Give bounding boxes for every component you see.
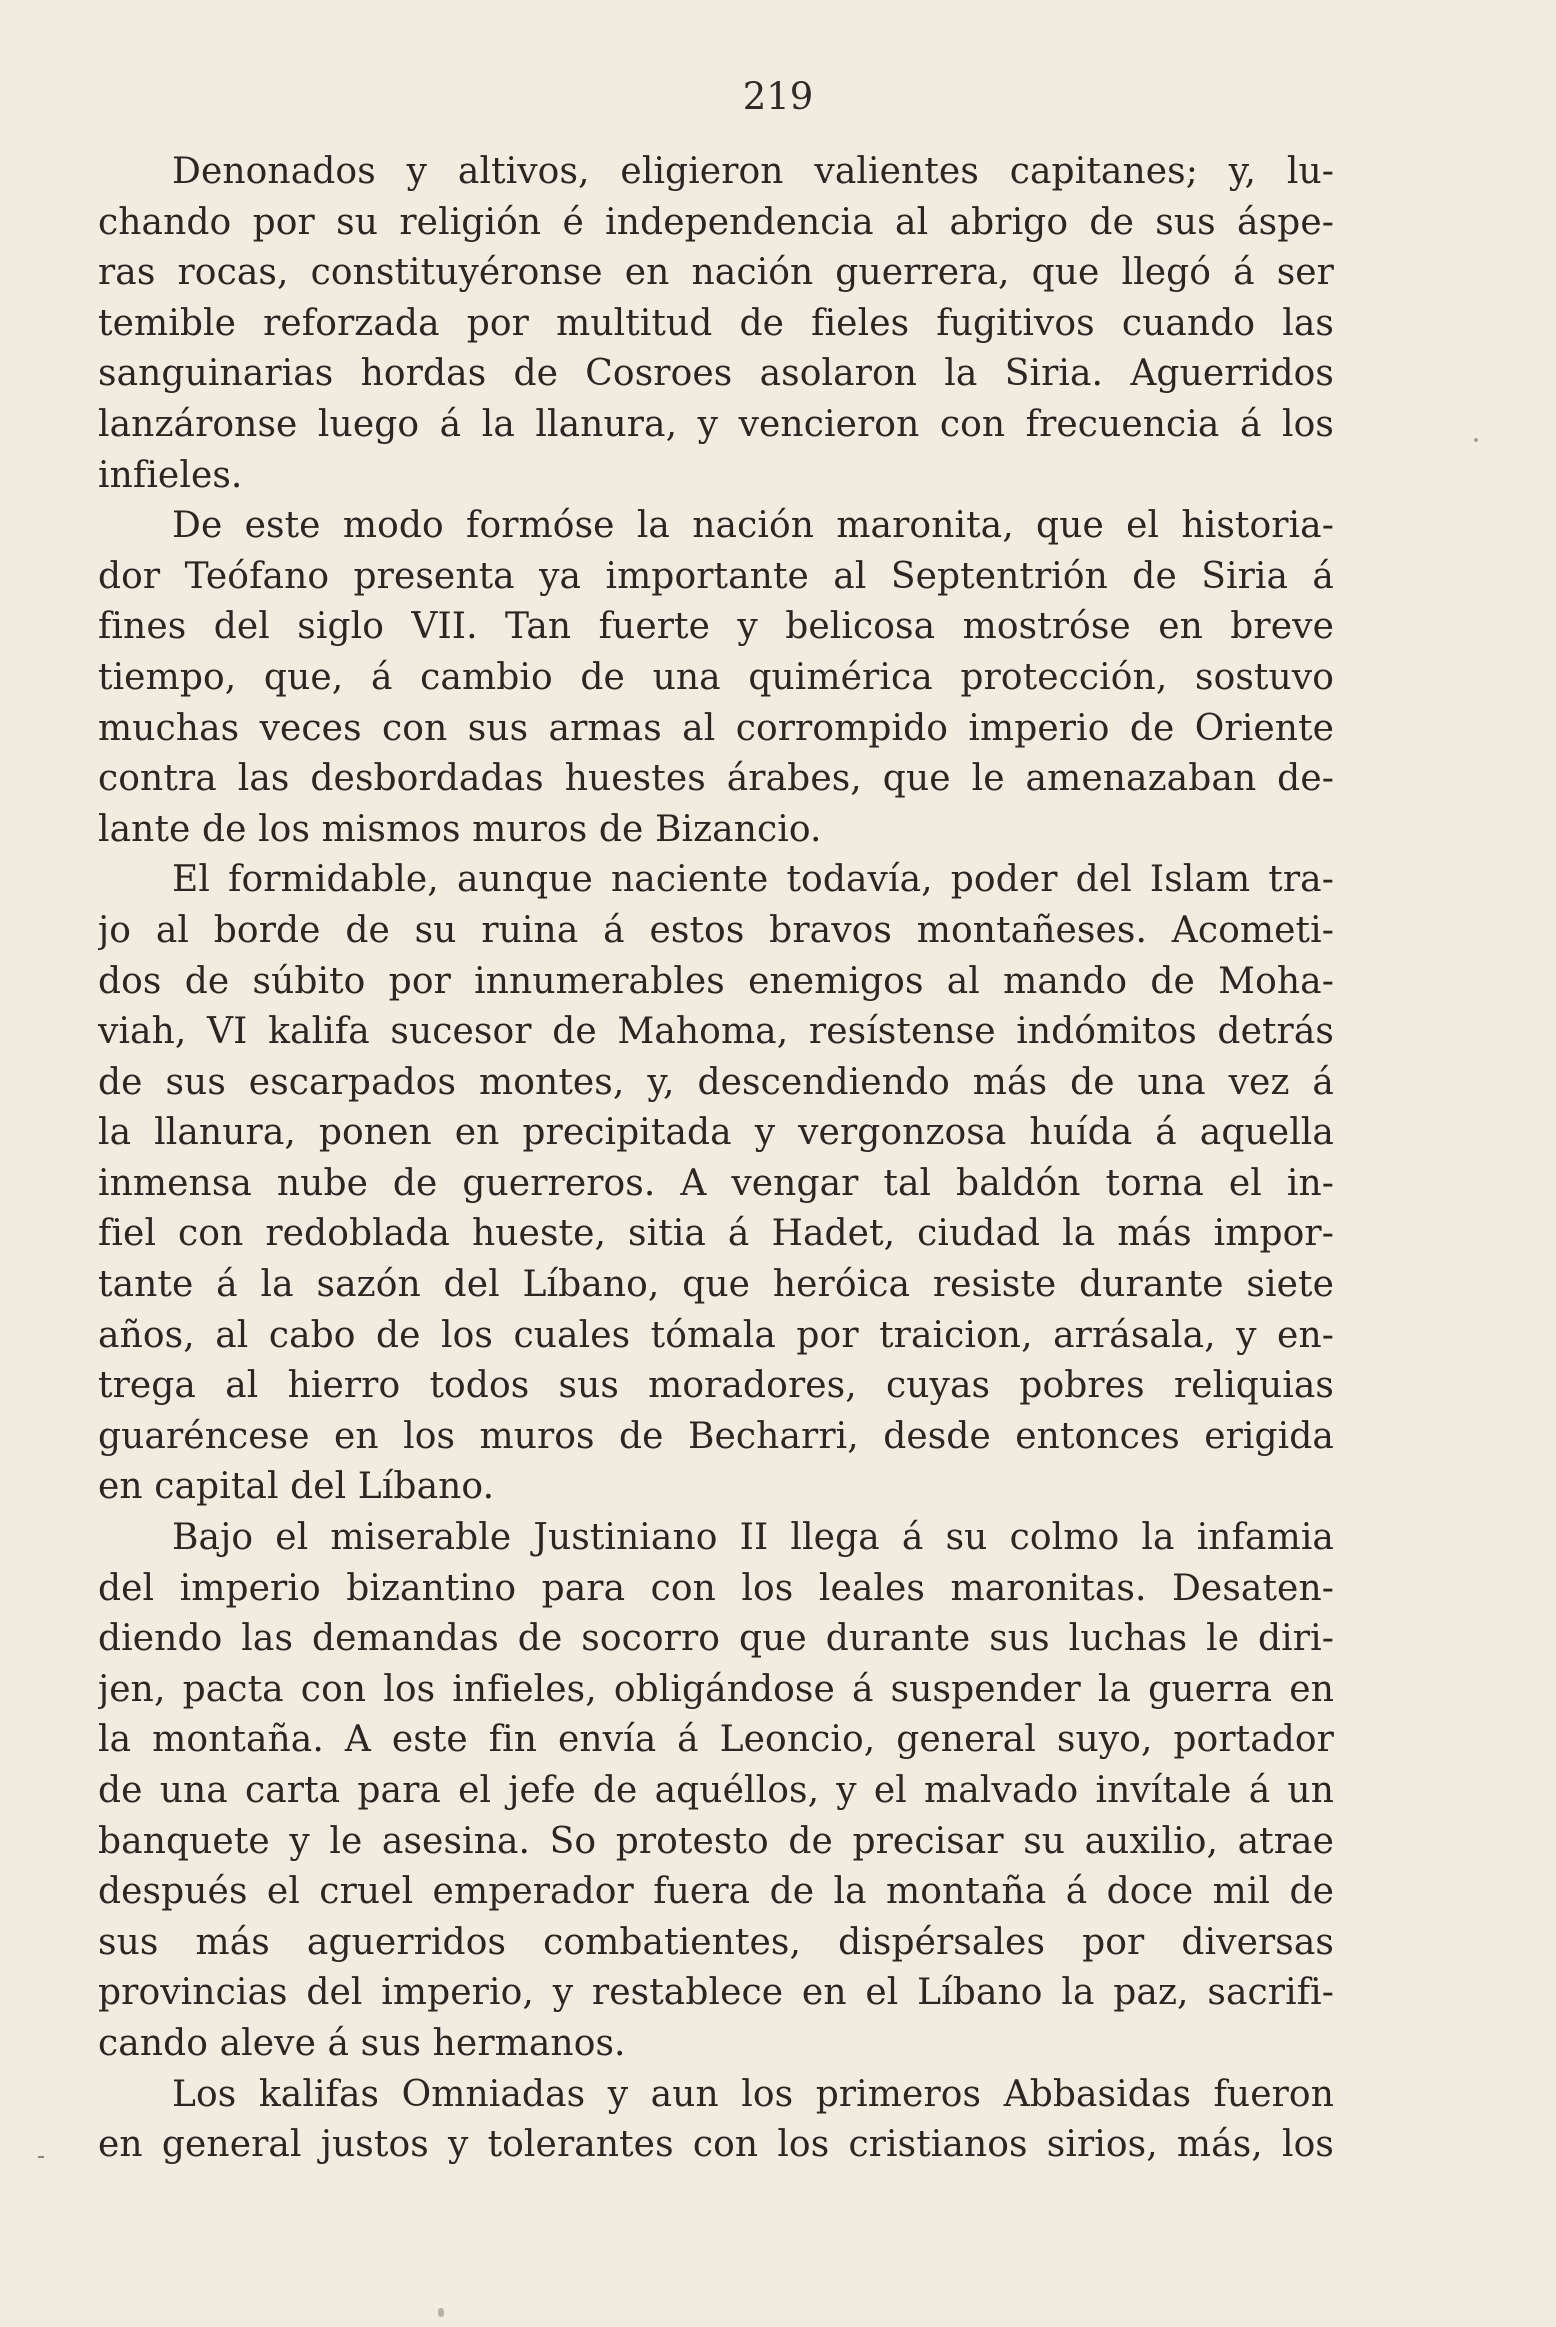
text-line: tante á la sazón del Líbano, que heróica resiste durante siete xyxy=(98,1264,1334,1306)
text-line: la montaña. A este fin envía á Leoncio, general suyo, portador xyxy=(98,1719,1334,1761)
text-line: dos de súbito por innumerables enemigos al mando de Moha- xyxy=(98,960,1334,1002)
text-line: temible reforzada por multitud de fieles fugitivos cuando las xyxy=(98,302,1334,344)
text-line: fines del siglo VII. Tan fuerte y belicosa mostróse en breve xyxy=(98,606,1334,648)
text-line: provincias del imperio, y restablece en el Líbano la paz, sacrifi- xyxy=(98,1972,1334,2014)
text-line: lante de los mismos muros de Bizancio. xyxy=(98,808,822,850)
text-line: lanzáronse luego á la llanura, y vencieron con frecuencia á los xyxy=(98,403,1334,445)
text-line: El formidable, aunque naciente todavía, poder del Islam tra- xyxy=(172,859,1334,901)
text-line: sus más aguerridos combatientes, dispérsales por diversas xyxy=(98,1921,1334,1963)
text-line: después el cruel emperador fuera de la montaña á doce mil de xyxy=(98,1871,1334,1913)
text-line: chando por su religión é independencia al abrigo de sus áspe- xyxy=(98,201,1334,243)
paper-speck-mark xyxy=(438,2308,444,2317)
body-text xyxy=(98,147,1334,2171)
text-line: diendo las demandas de socorro que durante sus luchas le diri- xyxy=(98,1618,1334,1660)
text-line: banquete y le asesina. So protesto de precisar su auxilio, atrae xyxy=(98,1820,1334,1862)
text-line: ras rocas, constituyéronse en nación guerrera, que llegó á ser xyxy=(98,252,1334,294)
margin-speck-mark xyxy=(1474,438,1478,442)
text-line: del imperio bizantino para con los leales maronitas. Desaten- xyxy=(98,1567,1334,1609)
text-line: muchas veces con sus armas al corrompido imperio de Oriente xyxy=(98,707,1334,749)
text-line: dor Teófano presenta ya importante al Septentrión de Siria á xyxy=(98,555,1334,597)
text-line: Denonados y altivos, eligieron valientes capitanes; y, lu- xyxy=(172,151,1334,192)
text-line: tiempo, que, á cambio de una quimérica protección, sostuvo xyxy=(98,656,1334,698)
text-line: años, al cabo de los cuales tómala por traicion, arrásala, y en- xyxy=(98,1314,1334,1356)
text-line: en capital del Líbano. xyxy=(98,1466,495,1508)
text-line: de una carta para el jefe de aquéllos, y el malvado invítale á un xyxy=(98,1770,1334,1811)
text-line: de sus escarpados montes, y, descendiendo más de una vez á xyxy=(98,1061,1334,1103)
text-line: Bajo el miserable Justiniano II llega á su colmo la infamia xyxy=(172,1517,1334,1559)
text-line: Los kalifas Omniadas y aun los primeros Abbasidas fueron xyxy=(172,2073,1334,2115)
text-line: De este modo formóse la nación maronita, que el historia- xyxy=(172,505,1334,547)
text-line: la llanura, ponen en precipitada y vergonzosa huída á aquella xyxy=(98,1112,1334,1154)
margin-dash-mark xyxy=(38,2156,44,2158)
text-line: jo al borde de su ruina á estos bravos montañeses. Acometi- xyxy=(98,909,1334,951)
text-line: infieles. xyxy=(98,454,243,496)
text-line: trega al hierro todos sus moradores, cuyas pobres reliquias xyxy=(98,1365,1334,1407)
text-line: inmensa nube de guerreros. A vengar tal baldón torna el in- xyxy=(98,1162,1334,1204)
text-line: sanguinarias hordas de Cosroes asolaron la Siria. Aguerridos xyxy=(98,353,1334,395)
text-line: guaréncese en los muros de Becharri, desde entonces erigida xyxy=(98,1415,1334,1457)
text-line: contra las desbordadas huestes árabes, que le amenazaban de- xyxy=(98,758,1334,800)
text-line: en general justos y tolerantes con los cristianos sirios, más, los xyxy=(98,2124,1334,2166)
text-line: cando aleve á sus hermanos. xyxy=(98,2022,626,2064)
text-line: fiel con redoblada hueste, sitia á Hadet, ciudad la más impor- xyxy=(98,1213,1334,1255)
page-number: 219 xyxy=(742,75,814,118)
text-line: jen, pacta con los infieles, obligándose á suspender la guerra en xyxy=(98,1668,1334,1710)
text-line: viah, VI kalifa sucesor de Mahoma, resístense indómitos detrás xyxy=(98,1011,1334,1053)
